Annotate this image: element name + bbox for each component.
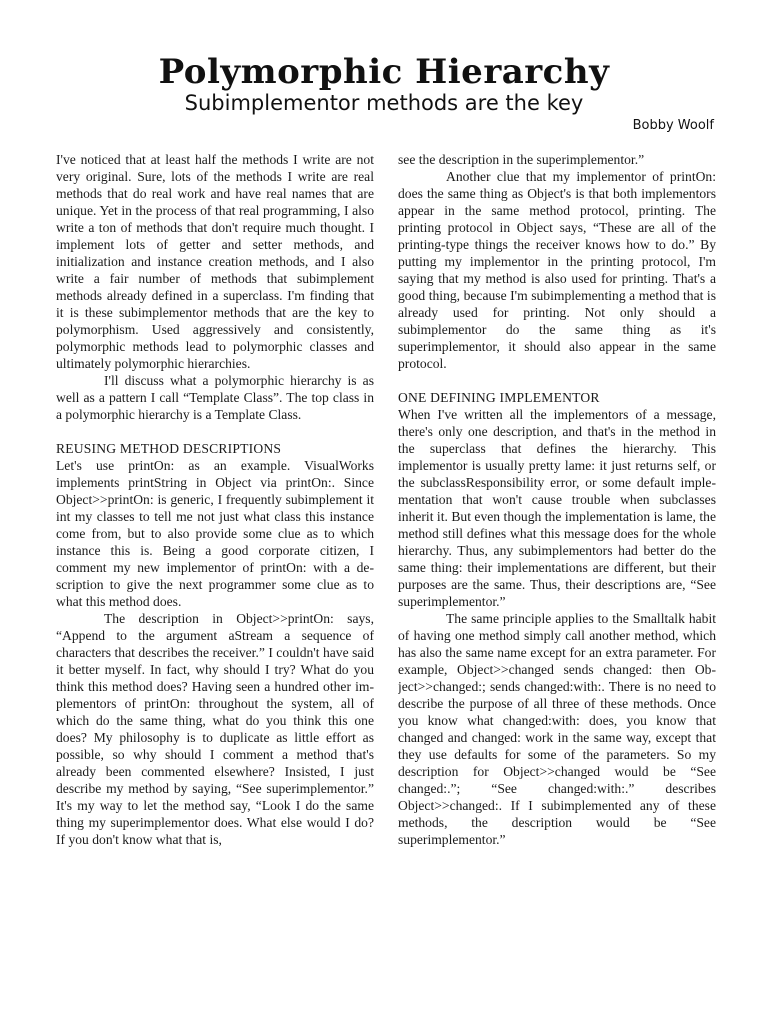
article-title: Polymorphic Hierarchy (158, 52, 610, 92)
section-heading-reusing-method-descriptions: REUSING METHOD DESCRIPTIONS (56, 441, 282, 456)
article-subtitle: Subimplementor methods are the key (184, 91, 584, 115)
left-column (56, 151, 374, 981)
right-paragraph-4: The same principle applies to the Smalltalk habit of having one method simply call another method, which has also the same name except for an extra parameter. For example, Object>>changed sends changed: then Object>>changed:; sends changed:with:. There is no need to describe the purpose of all three of these methods. Once you know what changed:with: does, you know that changed and changed: work in the same way, except that they use defaults for some of the parameters. So my description for Object>>changed would be “See changed:.”; “See changed:with:.” describes Object>>changed:. If I subimplemented any of these methods, the description would be “See superimplementor.” (398, 611, 716, 847)
left-paragraph-1: I've noticed that at least half the methods I write are not very original. Sure, lots of the methods I write are real methods that do real work and have real names that are unique. Yet in the process of that real programming, I also write a ton of methods that don't require much thought. I implement lots of getter and setter methods, and initialization and instance creation methods, and I also write a fair number of methods that subimplement methods already defined in a superclass. I'm finding that it is these subimplementor methods that are the key to polymorphism. Used aggressively and consistently, polymorphic methods lead to polymorphic classes and ultimately polymorphic hierarchies. (56, 152, 374, 371)
right-paragraph-3: When I've written all the implementors of a message, there's only one description, and that's in the method in the superclass that defines the hierarchy. This implementor is usually pretty lame: it just returns self, or the subclassResponsibility error, or some default implementation that won't cause trouble when subclasses inherit it. But even though the implementation is lame, the method still defines what this message does for the whole hierarchy. Thus, any subimplementors had better do the same thing: their implementations are different, but their purposes are the same. Thus, their descriptions are, “See superimplementor.” (398, 407, 716, 609)
author-byline: Bobby Woolf (632, 118, 714, 133)
right-paragraph-1: see the description in the superimplementor.” (398, 152, 645, 167)
left-paragraph-2: I'll discuss what a polymorphic hierarchy is as well as a pattern I call “Template Class”. The top class in a polymorphic hierarchy is a Template Class. (56, 373, 374, 422)
right-column (398, 151, 716, 981)
left-paragraph-3: Let's use printOn: as an example. VisualWorks implements printString in Object via printOn:. Since Object>>printOn: is generic, I frequently subimplement it int my classes to tell me not just what class this instance come from, but to also provide some clue as to which instance this is. Being a good corporate citizen, I comment my new implementor of printOn: with a description to give the next programmer some clue as to what this method does. (56, 458, 374, 609)
section-heading-one-defining-implementor: ONE DEFINING IMPLEMENTOR (398, 390, 600, 405)
right-paragraph-2: Another clue that my implementor of printOn: does the same thing as Object's is that both implementors appear in the same method protocol, printing. The printing protocol in Object says, “These are all of the printing-type things the receiver knows how to do.” By putting my implementor in the printing protocol, I'm saying that my method is also used for printing. That's a good thing, because I'm subimplementing a method that is already used for printing. Not only should a subimplementor do the same thing as it's superimplementor, it should also appear in the same protocol. (398, 169, 716, 371)
left-paragraph-4: The description in Object>>printOn: says, “Append to the argument aStream a sequence of characters that describes the receiver.” I couldn't have said it better myself. In fact, why should I try? What do you think this method does? Having seen a hundred other implementors of printOn: throughout the system, all of which do the same thing, what do you think this one does? My philosophy is to duplicate as little effort as possible, so why should I comment a method that's already been commented elsewhere? Insisted, I just describe my method by saying, “See superimplementor.” It's my way to let the method say, “Look I do the same thing my superimplementor does. What else would I do? If you don't know what that is, (56, 611, 374, 847)
